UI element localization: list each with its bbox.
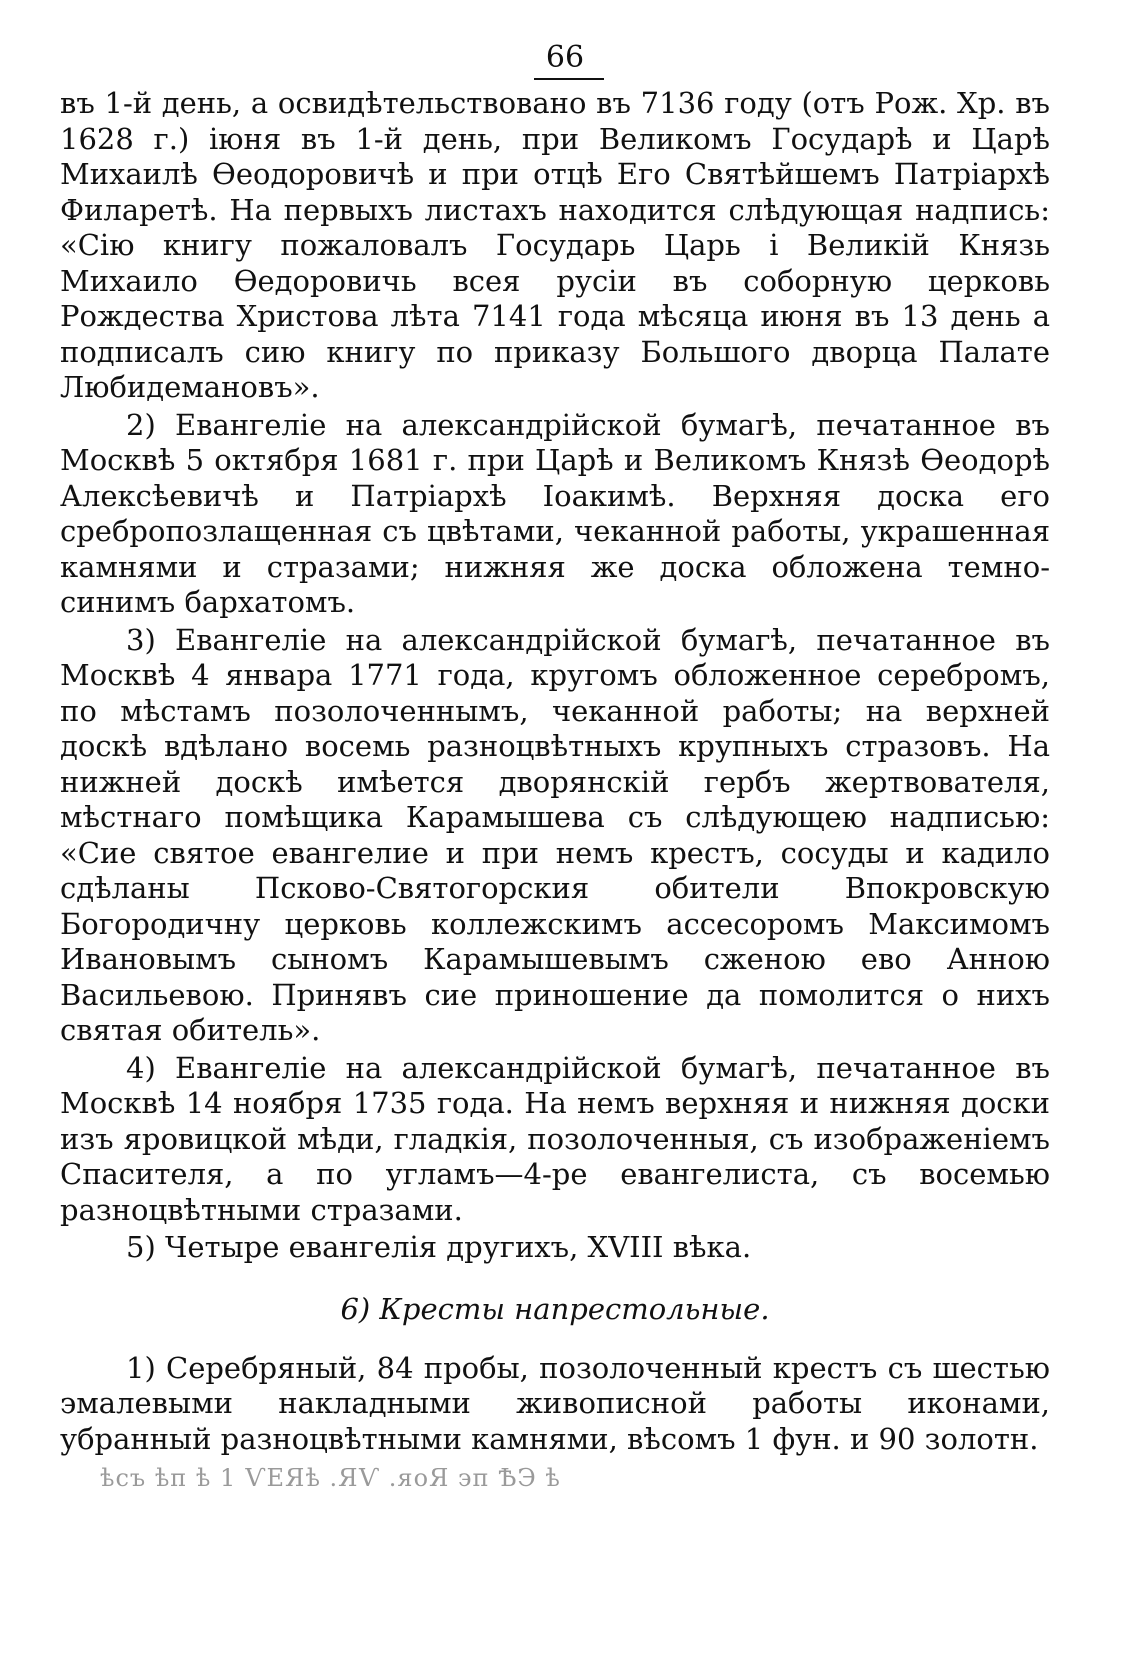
bleed-through-text: ѣсъ ѣп ѣ 1 ѴЕЯѣ .ЯѴ .яоЯ эп ѢЭ ѣ xyxy=(100,1464,561,1492)
paragraph-item-3: 3) Евангеліе на александрійской бумагѣ, печатанное въ Москвѣ 4 январа 1771 года, кругомъ обложенное серебромъ, по мѣстамъ позолоченнымъ, чеканной работы; на верхней доскѣ вдѣлано восемь разноцвѣтныхъ крупныхъ стразовъ. На нижней доскѣ имѣется дворянскій гербъ жертвователя, мѣстнаго помѣщика Карамышева съ слѣдующею надписью: «Сие святое евангелие и при немъ крестъ, сосуды и кадило сдѣланы Псково-Святогорския обители Впокровскую Богородичну церковь коллежскимъ ассесоромъ Максимомъ Ивановымъ сыномъ Карамышевымъ сженою ево Анною Васильевою. Принявъ сие приношение да помолится о нихъ святая обитель». xyxy=(60,622,1050,1047)
section-paragraph-item-1: 1) Серебряный, 84 пробы, позолоченный крестъ съ шестью эмалевыми накладными живописной работы иконами, убранный разноцвѣтными камнями, вѣсомъ 1 фун. и 90 золотн. xyxy=(60,1350,1050,1456)
page-number-underline xyxy=(534,78,604,80)
paragraph-item-2: 2) Евангеліе на александрійской бумагѣ, печатанное въ Москвѣ 5 октября 1681 г. при Царѣ и Великомъ Князѣ Ѳеодорѣ Алексѣевичѣ и Патріархѣ Іоакимѣ. Верхняя доска его сребропозлащенная съ цвѣтами, чеканной работы, украшенная камнями и стразами; нижняя же доска обложена темно-синимъ бархатомъ. xyxy=(60,407,1050,619)
body-text xyxy=(60,86,1050,1457)
document-page xyxy=(60,40,1050,1493)
paragraph-item-5: 5) Четыре евангелія другихъ, XVIII вѣка. xyxy=(126,1230,752,1264)
paragraph-item-4: 4) Евангеліе на александрійской бумагѣ, печатанное въ Москвѣ 14 ноября 1735 года. На немъ верхняя и нижняя доски изъ яровицкой мѣди, гладкія, позолоченныя, съ изображеніемъ Спасителя, а по угламъ—4-ре евангелиста, съ восемью разноцвѣтными стразами. xyxy=(60,1050,1050,1227)
section-heading: 6) Кресты напрестольные. xyxy=(340,1291,770,1326)
paragraph-continuation: въ 1-й день, а освидѣтельствовано въ 7136 году (отъ Рож. Хр. въ 1628 г.) іюня въ 1-й день, при Великомъ Государѣ и Царѣ Михаилѣ Ѳеодоровичѣ и при отцѣ Его Святѣйшемъ Патріархѣ Филаретѣ. На первыхъ листахъ находится слѣдующая надпись: «Сію книгу пожаловалъ Государь Царь і Великій Князь Михаило Ѳедоровичь всея русіи въ соборную церковь Рождества Христова лѣта 7141 года мѣсяца июня въ 13 день а подписалъ сию книгу по приказу Большого дворца Палате Любидемановъ». xyxy=(60,86,1050,404)
page-number: 66 xyxy=(545,40,585,75)
